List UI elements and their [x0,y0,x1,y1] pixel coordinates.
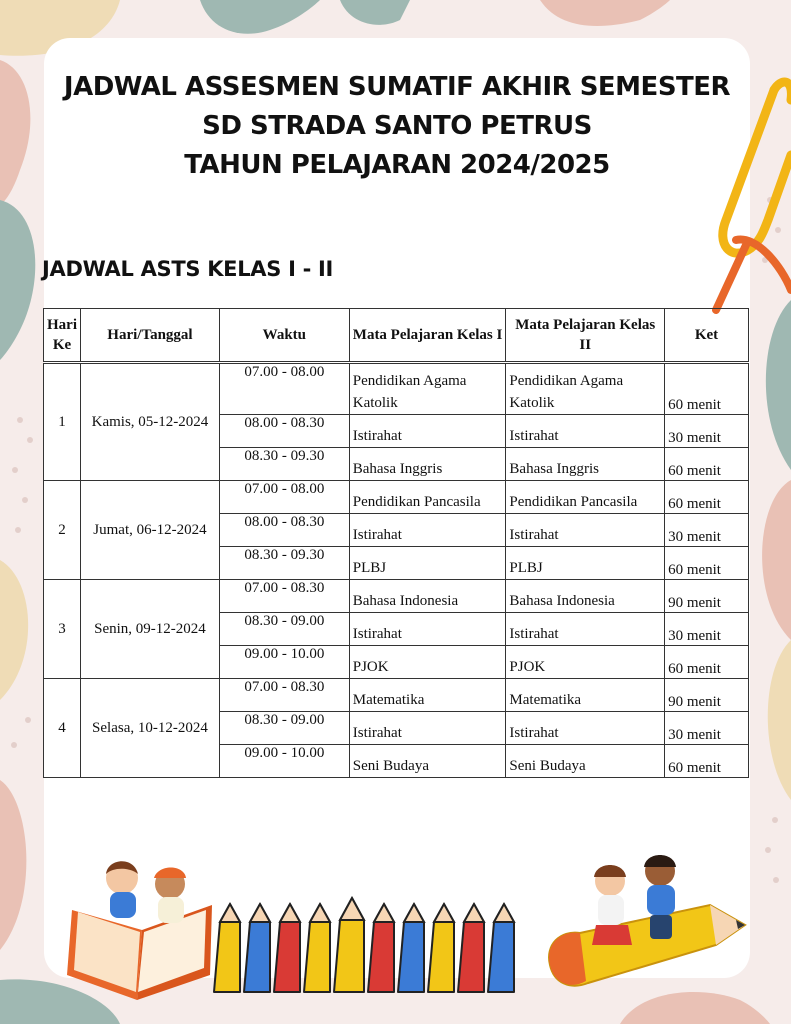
subject-kelas-2: Istirahat [506,613,665,646]
time-cell: 08.30 - 09.00 [219,712,349,745]
duration-cell: 60 menit [665,745,749,778]
kids-riding-pencil-illustration [540,845,750,995]
day-number: 4 [44,679,81,778]
subject-kelas-2: Matematika [506,679,665,712]
duration-cell: 60 menit [665,448,749,481]
time-cell: 08.30 - 09.30 [219,547,349,580]
time-cell: 09.00 - 10.00 [219,646,349,679]
time-cell: 07.00 - 08.30 [219,580,349,613]
table-row [44,481,749,514]
header-hari-tanggal: Hari/Tanggal [81,309,220,363]
day-number: 1 [44,363,81,481]
duration-cell: 60 menit [665,646,749,679]
subject-kelas-1: Seni Budaya [349,745,506,778]
subject-kelas-1: Matematika [349,679,506,712]
time-cell: 08.30 - 09.00 [219,613,349,646]
duration-cell: 60 menit [665,363,749,415]
duration-cell: 30 menit [665,712,749,745]
subject-kelas-2: PJOK [506,646,665,679]
subject-kelas-1: PJOK [349,646,506,679]
duration-cell: 90 menit [665,580,749,613]
subject-kelas-2: PLBJ [506,547,665,580]
subject-kelas-2: Pendidikan Pancasila [506,481,665,514]
table-header-row [44,309,749,363]
subject-kelas-2: Pendidikan Agama Katolik [506,363,665,415]
day-date: Senin, 09-12-2024 [81,580,220,679]
header-ket: Ket [665,309,749,363]
duration-cell: 60 menit [665,481,749,514]
header-mapel-kelas-2: Mata Pelajaran Kelas II [506,309,665,363]
title-line-1: JADWAL ASSESMEN SUMATIF AKHIR SEMESTER [63,72,731,102]
subject-kelas-1: Pendidikan Pancasila [349,481,506,514]
time-cell: 09.00 - 10.00 [219,745,349,778]
time-cell: 08.00 - 08.30 [219,415,349,448]
day-number: 3 [44,580,81,679]
subject-kelas-1: Pendidikan Agama Katolik [349,363,506,415]
duration-cell: 30 menit [665,514,749,547]
time-cell: 07.00 - 08.00 [219,481,349,514]
day-date: Jumat, 06-12-2024 [81,481,220,580]
subject-kelas-1: PLBJ [349,547,506,580]
title-line-3: TAHUN PELAJARAN 2024/2025 [184,150,610,180]
pencils-row-illustration [210,892,528,1000]
day-number: 2 [44,481,81,580]
time-cell: 08.00 - 08.30 [219,514,349,547]
subject-kelas-1: Bahasa Indonesia [349,580,506,613]
subject-kelas-2: Istirahat [506,415,665,448]
time-cell: 07.00 - 08.00 [219,363,349,415]
section-title: JADWAL ASTS KELAS I - II [42,257,334,281]
subject-kelas-1: Istirahat [349,514,506,547]
subject-kelas-1: Istirahat [349,613,506,646]
subject-kelas-1: Istirahat [349,712,506,745]
subject-kelas-2: Seni Budaya [506,745,665,778]
header-waktu: Waktu [219,309,349,363]
subject-kelas-1: Istirahat [349,415,506,448]
time-cell: 07.00 - 08.30 [219,679,349,712]
table-row [44,363,749,415]
page-title [44,68,750,185]
day-date: Kamis, 05-12-2024 [81,363,220,481]
schedule-table [43,308,749,778]
subject-kelas-2: Bahasa Inggris [506,448,665,481]
header-hari-ke: Hari Ke [44,309,81,363]
title-line-2: SD STRADA SANTO PETRUS [202,111,592,141]
duration-cell: 30 menit [665,613,749,646]
duration-cell: 60 menit [665,547,749,580]
subject-kelas-2: Istirahat [506,712,665,745]
subject-kelas-1: Bahasa Inggris [349,448,506,481]
table-row [44,580,749,613]
table-row [44,679,749,712]
header-mapel-kelas-1: Mata Pelajaran Kelas I [349,309,506,363]
duration-cell: 30 menit [665,415,749,448]
subject-kelas-2: Bahasa Indonesia [506,580,665,613]
time-cell: 08.30 - 09.30 [219,448,349,481]
duration-cell: 90 menit [665,679,749,712]
day-date: Selasa, 10-12-2024 [81,679,220,778]
subject-kelas-2: Istirahat [506,514,665,547]
kids-reading-book-illustration [62,850,222,1000]
